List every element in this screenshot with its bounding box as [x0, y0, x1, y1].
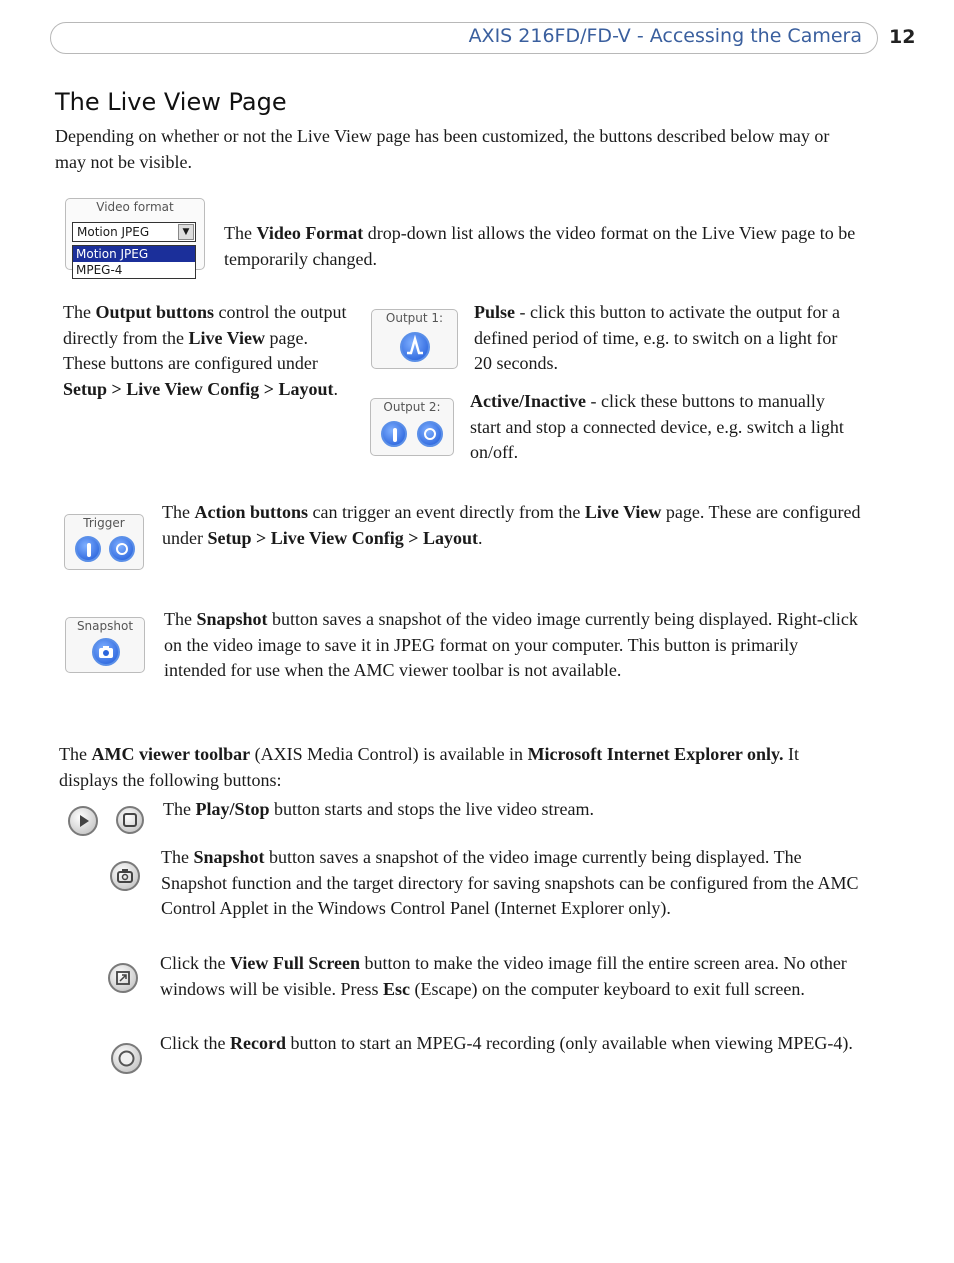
full-screen-icon	[110, 965, 136, 991]
record-icon	[113, 1045, 140, 1072]
page-number: 12	[889, 26, 916, 48]
snapshot-widget	[65, 617, 145, 673]
intro-paragraph: Depending on whether or not the Live View page has been customized, the buttons described below may or may not be visible.	[55, 126, 830, 172]
stop-button[interactable]	[116, 806, 144, 834]
trigger-widget	[64, 514, 144, 570]
action-buttons-description: The Action buttons can trigger an event directly from the Live View page. These are configured under Setup > Live View Config > Layout.	[162, 502, 861, 548]
snapshot-label: Snapshot	[76, 619, 134, 633]
output-2-label: Output 2:	[383, 400, 441, 414]
full-screen-description: Click the View Full Screen button to make the video image fill the entire screen area. No other windows will be visible. Press Esc (Escape) on the computer keyboard to exit full screen.	[160, 953, 847, 999]
stop-icon	[118, 808, 142, 832]
pulse-icon	[402, 334, 428, 360]
play-stop-description: The Play/Stop button starts and stops the live video stream.	[163, 799, 594, 819]
video-format-select[interactable]	[72, 222, 196, 242]
pulse-description: Pulse - click this button to activate the output for a defined period of time, e.g. to switch on a light for 20 seconds.	[474, 302, 840, 373]
video-format-description: The Video Format drop-down list allows the video format on the Live View page to be temporarily changed.	[224, 223, 856, 269]
chevron-down-icon[interactable]: ▼	[178, 224, 194, 240]
play-icon	[70, 808, 96, 834]
pulse-button[interactable]	[400, 332, 430, 362]
trigger-on-button[interactable]	[75, 536, 101, 562]
amc-snapshot-button[interactable]	[110, 861, 140, 891]
amc-snapshot-description: The Snapshot button saves a snapshot of the video image currently being displayed. The Snapshot function and the target directory for saving snapshots can be configured from the AMC Control Applet in the Windows Control Panel (Internet Explorer only).	[161, 847, 859, 918]
output-1-widget	[371, 309, 458, 369]
output-1-label: Output 1:	[385, 311, 444, 325]
output-2-widget	[370, 398, 454, 456]
video-format-selected: Motion JPEG	[77, 225, 150, 239]
video-format-label: Video format	[96, 200, 174, 214]
video-format-widget	[65, 198, 205, 277]
play-button[interactable]	[68, 806, 98, 836]
record-button[interactable]	[111, 1043, 142, 1074]
snapshot-button[interactable]	[92, 638, 120, 666]
amc-description: The AMC viewer toolbar (AXIS Media Control) is available in Microsoft Internet Explorer only. It displays the following buttons:	[59, 744, 800, 790]
section-title: The Live View Page	[55, 88, 287, 116]
header-title: AXIS 216FD/FD-V - Accessing the Camera	[468, 25, 862, 47]
snapshot-description: The Snapshot button saves a snapshot of the video image currently being displayed. Right-click on the video image to save it in JPEG format on your computer. This button is primarily intended for use when the AMC viewer toolbar is not available.	[164, 609, 858, 680]
record-description: Click the Record button to start an MPEG-4 recording (only available when viewing MPEG-4).	[160, 1033, 853, 1053]
video-format-options	[72, 245, 196, 279]
output-description: The Output buttons control the output directly from the Live View page. These buttons are configured under Setup > Live View Config > Layout.	[63, 302, 347, 399]
camera-icon	[94, 640, 118, 664]
video-format-option-mjpeg[interactable]: Motion JPEG	[73, 246, 195, 262]
active-button[interactable]	[381, 421, 407, 447]
trigger-label: Trigger	[83, 516, 125, 530]
inactive-button[interactable]	[417, 421, 443, 447]
camera-icon	[112, 863, 138, 889]
video-format-option-mpeg4[interactable]: MPEG-4	[76, 263, 123, 277]
active-inactive-description: Active/Inactive - click these buttons to manually start and stop a connected device, e.g. switch a light on/off.	[470, 391, 844, 462]
full-screen-button[interactable]	[108, 963, 138, 993]
trigger-off-button[interactable]	[109, 536, 135, 562]
